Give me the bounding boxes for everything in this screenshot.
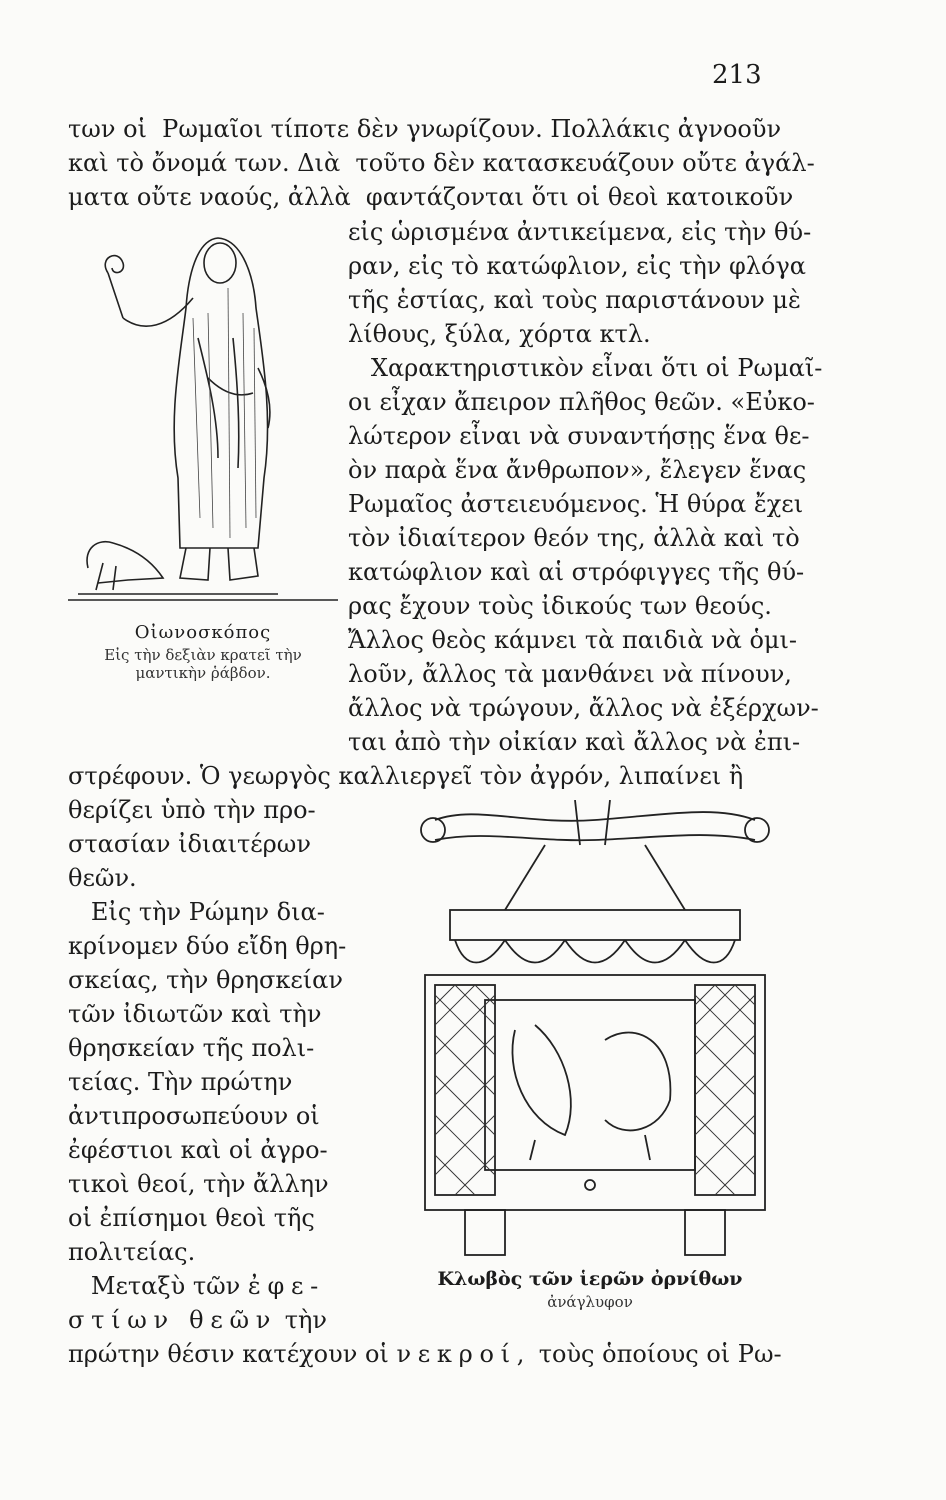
text-line: οἱ ἐπίσημοι θεοὶ τῆς [68, 1204, 315, 1232]
text-line: λίθους, ξύλα, χόρτα κτλ. [348, 320, 651, 348]
text-line: τὸν ἰδιαίτερον θεόν της, ἀλλὰ καὶ τὸ [348, 524, 800, 552]
text-run: πρώτην θέσιν κατέχουν οἱ [68, 1340, 397, 1368]
text-line: λώτερον εἶναι νὰ συναντήσῃς ἕνα θε- [348, 422, 810, 450]
text-run: τοὺς ὁποίους οἱ Ρω- [531, 1340, 782, 1368]
augur-illustration [68, 218, 338, 618]
figure-caption-title: Οἰωνοσκόπος [134, 622, 272, 643]
text-line: στασίαν ἰδιαιτέρων [68, 830, 311, 858]
text-line: των οἱ Ρωμαῖοι τίποτε δὲν γνωρίζουν. Πολλάκις ἀγνοοῦν [68, 115, 782, 143]
page-number: 213 [712, 60, 762, 90]
text-line: Ρωμαῖος ἀστειευόμενος. Ἡ θύρα ἔχει [348, 490, 804, 518]
text-line: ἀντιπροσωπεύουν οἱ [68, 1102, 320, 1130]
text-line: ρας ἔχουν τοὺς ἰδικούς των θεούς. [348, 592, 772, 620]
text-line: ματα οὔτε ναούς, ἀλλὰ φαντάζονται ὅτι οἱ θεοὶ κατοικοῦν [68, 183, 794, 211]
text-line: κατώφλιον καὶ αἱ στρόφιγγες τῆς θύ- [348, 558, 805, 586]
text-line: καὶ τὸ ὄνομά των. Διὰ τοῦτο δὲν κατασκευάζουν οὔτε ἀγάλ- [68, 149, 815, 177]
text-line: τῶν ἰδιωτῶν καὶ τὴν [68, 1000, 322, 1028]
text-line: λοῦν, ἄλλος τὰ μανθάνει νὰ πίνουν, [348, 660, 792, 688]
text-line: τικοὶ θεοί, τὴν ἄλλην [68, 1170, 329, 1198]
text-line [68, 1271, 325, 1301]
text-line: ἐφέστιοι καὶ οἱ ἀγρο- [68, 1136, 328, 1164]
text-line [68, 1339, 782, 1369]
text-line: Χαρακτηριστικὸν εἶναι ὅτι οἱ Ρωμαῖ- [348, 354, 823, 382]
chicken-cage-illustration [405, 800, 785, 1265]
text-line: ραν, εἰς τὸ κατώφλιον, εἰς τὴν φλόγα [348, 252, 807, 280]
text-line: Εἰς τὴν Ρώμην δια- [68, 898, 325, 926]
text-line: τῆς ἑστίας, καὶ τοὺς παριστάνουν μὲ [348, 286, 801, 314]
text-line: πολιτείας. [68, 1238, 196, 1266]
emphasized-term: νεκροί, [396, 1340, 532, 1368]
caption-line: μαντικὴν ῥάβδον. [135, 664, 271, 682]
text-line [68, 1305, 327, 1335]
text-line: ἄλλος νὰ τρώγουν, ἄλλος νὰ ἐξέρχων- [348, 694, 819, 722]
figure-caption-title: Κλωβὸς τῶν ἱερῶν ὀρνίθων [437, 1268, 743, 1290]
text-run: Μεταξὺ τῶν [68, 1272, 248, 1300]
text-line: θερίζει ὑπὸ τὴν προ- [68, 796, 316, 824]
text-line: οι εἶχαν ἄπειρον πλῆθος θεῶν. «Εὐκο- [348, 388, 815, 416]
text-line: τείας. Τὴν πρώτην [68, 1068, 293, 1096]
emphasized-term: ἐφε- [247, 1272, 325, 1300]
emphasized-term: στίων θεῶν [68, 1306, 278, 1334]
text-line: θεῶν. [68, 864, 137, 892]
text-line: εἰς ὡρισμένα ἀντικείμενα, εἰς τὴν θύ- [348, 218, 812, 246]
caption-line: Εἰς τὴν δεξιὰν κρατεῖ τὴν [104, 646, 302, 664]
figure-caption-text [68, 646, 338, 682]
figure-caption-subtitle: ἀνάγλυφον [547, 1293, 633, 1311]
text-run: τὴν [277, 1306, 327, 1334]
text-line: ὸν παρὰ ἕνα ἄνθρωπον», ἔλεγεν ἕνας [348, 456, 807, 484]
text-line: στρέφουν. Ὁ γεωργὸς καλλιεργεῖ τὸν ἀγρόν, λιπαίνει ἢ [68, 762, 744, 790]
text-line: ται ἀπὸ τὴν οἰκίαν καὶ ἄλλος νὰ ἐπι- [348, 728, 801, 756]
text-line: Ἄλλος θεὸς κάμνει τὰ παιδιὰ νὰ ὁμι- [348, 626, 798, 654]
text-line: κρίνομεν δύο εἴδη θρη- [68, 932, 347, 960]
text-line: σκείας, τὴν θρησκείαν [68, 966, 343, 994]
text-line: θρησκείαν τῆς πολι- [68, 1034, 315, 1062]
